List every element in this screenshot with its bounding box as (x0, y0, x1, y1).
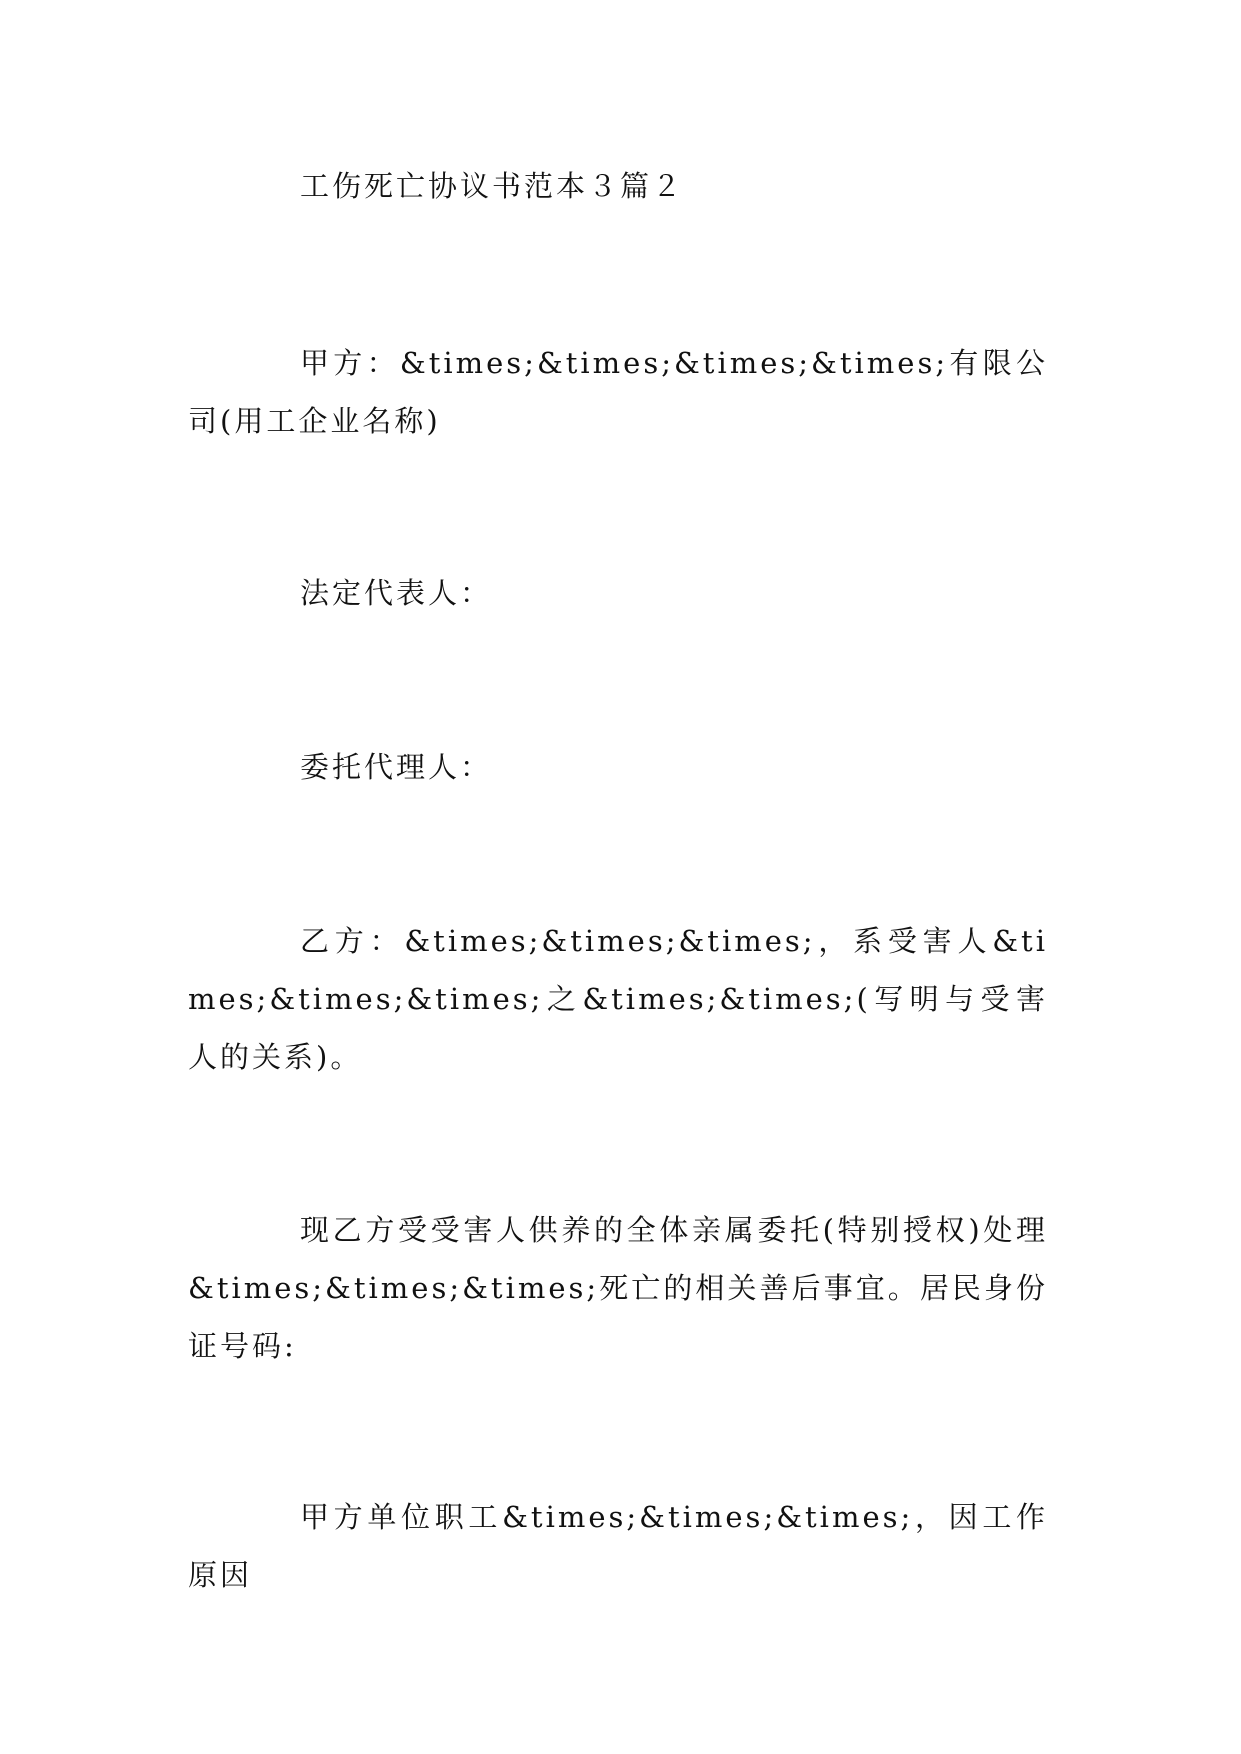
entrusted-agent-paragraph: 委托代理人： (300, 750, 493, 784)
party-a-paragraph: 甲方：&times;&times;&times;&times;有限公司(用工企业名称) (188, 346, 1048, 438)
employee-paragraph: 甲方单位职工&times;&times;&times;，因工作原因 (188, 1500, 1048, 1592)
party-b-paragraph: 乙方：&times;&times;&times;，系受害人&times;&times;&times;之&times;&times;(写明与受害人的关系)。 (188, 924, 1048, 1074)
entrustment-paragraph: 现乙方受受害人供养的全体亲属委托(特别授权)处理&times;&times;&times;死亡的相关善后事宜。居民身份证号码: (188, 1213, 1048, 1363)
document-title: 工伤死亡协议书范本３篇２ (300, 169, 685, 203)
legal-representative-paragraph: 法定代表人： (300, 576, 493, 610)
